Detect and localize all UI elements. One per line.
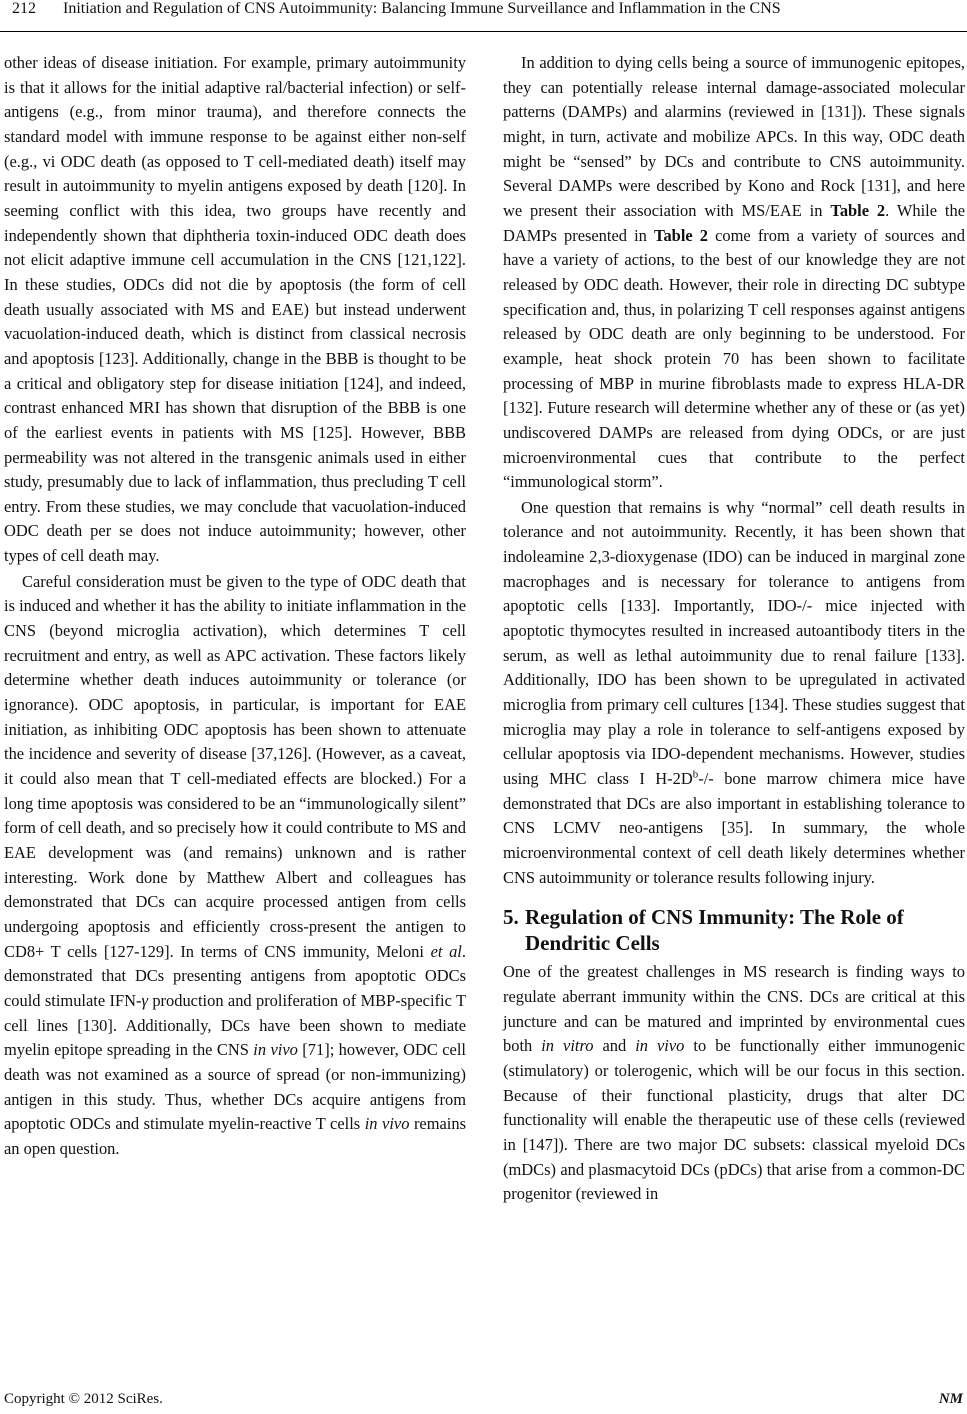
left-column [4,51,466,1162]
paragraph: other ideas of disease initiation. For example, primary autoimmunity is that it allows for the initial adaptive ral/bacterial infection) or self-antigens (e.g., from minor trauma), and therefore connects the standard model with immune response to be against either non-self (e.g., vi ODC death (as opposed to T cell-mediated death) itself may result in autoimmunity to myelin antigens exposed by death [120]. In seeming conflict with this idea, two groups have recently and independently shown that diphtheria toxin-induced ODC death does not elicit adaptive immune cell accumulation in the CNS [121,122]. In these studies, ODCs did not die by apoptosis (the form of cell death usually associated with MS and EAE) but instead underwent vacuolation-induced death, which is distinct from classical necrosis and apoptosis [123]. Additionally, change in the BBB is thought to be a critical and obligatory step for disease initiation [124], and indeed, contrast enhanced MRI has shown that disruption of the BBB is one of the earliest events in patients with MS [125]. However, BBB permeability was not altered in the transgenic animals used in either study, presumably due to lack of inflammation, thus precluding T cell entry. From these studies, we may conclude that vacuolation-induced ODC death per se does not induce autoimmunity; however, other types of cell death may. [4,53,466,566]
paragraph: Careful consideration must be given to the type of ODC death that is induced and whether it has the ability to initiate inflammation in the CNS (beyond microglia activation), which determines T cell recruitment and entry, as well as APC activation. These factors likely determine whether death induces autoimmunity or tolerance (or ignorance). ODC apoptosis, in particular, is important for EAE initiation, as inhibiting ODC apoptosis has been shown to attenuate the incidence and severity of disease [37,126]. (However, as a caveat, it could also mean that T cell-mediated effects are blocked.) For a long time apoptosis was considered to be an “immunologically silent” form of cell death, and so precisely how it could contribute to MS and EAE development was (and remains) unknown and is rather interesting. Work done by Matthew Albert and colleagues has demonstrated that DCs can acquire processed antigen from cells undergoing apoptosis and efficiently cross-present the antigen to CD8+ T cells [127-129]. In terms of CNS immunity, Meloni et al. demonstrated that DCs presenting antigens from apoptotic ODCs could stimulate IFN-γ production and proliferation of MBP-specific T cell lines [130]. Additionally, DCs have been shown to mediate myelin epitope spreading in the CNS in vivo [71]; however, ODC cell death was not examined as a source of spread (or non-immunizing) antigen in this study. Thus, whether DCs acquire antigens from apoptotic ODCs and stimulate myelin-reactive T cells in vivo remains an open question. [4,571,466,1158]
page-header [0,0,967,38]
gamma-symbol: γ [141,990,148,1010]
page-footer [0,1390,967,1414]
page-number: 212 [12,0,36,17]
table-reference: Table 2 [830,200,886,220]
footer-journal: NM [938,1391,963,1407]
running-title: Initiation and Regulation of CNS Autoimmunity: Balancing Immune Surveillance and Inflammation in the CNS [63,0,781,17]
section-heading [503,904,965,956]
table-reference: Table 2 [654,225,709,245]
paragraph: In addition to dying cells being a source of immunogenic epitopes, they can potentially release internal damage-associated molecular patterns (DAMPs) and alarmins (reviewed in [131]). These signals might, in turn, activate and mobilize APCs. In this way, ODC death might be “sensed” by DCs and contribute to CNS autoimmunity. Several DAMPs were described by Kono and Rock [131], and here we present their association with MS/EAE in Table 2. While the DAMPs presented in Table 2 come from a variety of sources and have a variety of actions, to the best of our knowledge they are not released by ODC death. However, their role in directing DC subtype specification and, thus, in polarizing T cell responses against antigens released by ODC death are only beginning to be understood. For example, heat shock protein 70 has been shown to facilitate processing of MBP in murine fibroblasts made to express HLA-DR [132]. Future research will determine whether any of these or (as yet) undiscovered DAMPs are released from dying ODCs, or are just microenvironmental cues that contribute to the perfect “immunological storm”. [503,53,966,492]
section-title: Regulation of CNS Immunity: The Role of Dendritic Cells [525,905,904,956]
header-rule [0,31,967,32]
paragraph: One of the greatest challenges in MS research is finding ways to regulate aberrant immunity within the CNS. DCs are critical at this juncture and can be matured and imprinted by environmental cues both in vitro and in vivo to be functionally either immunogenic (stimulatory) or tolerogenic, which will be our focus in this section. Because of their functional plasticity, drugs that alter DC functionality will enable the therapeutic use of these cells (reviewed in [147]). There are two major DC subsets: classical myeloid DCs (mDCs) and plasmacytoid DCs (pDCs) that arise from a common-DC progenitor (reviewed in [503,962,965,1204]
right-column [503,51,965,1207]
section-number: 5. [503,905,519,930]
paragraph: One question that remains is why “normal” cell death results in tolerance and not autoimmunity. Recently, it has been shown that indoleamine 2,3-dioxygenase (IDO) can be induced in marginal zone macrophages and is necessary for tolerance to antigens from apoptotic cells [133]. Importantly, IDO-/- mice injected with apoptotic thymocytes resulted in increased autoantibody titers in the serum, as well as lethal autoimmunity due to renal failure [133]. Additionally, IDO has been shown to be upregulated in activated microglia from primary cell cultures [134]. These studies suggest that microglia may play a role in tolerance to self-antigens exposed by cellular apoptosis via IDO-dependent mechanisms. However, studies using MHC class I $H-2D^b-/-$ bone marrow chimera mice have demonstrated that DCs are also important in establishing tolerance to CNS LCMV neo-antigens [35]. In summary, the whole microenvironmental context of cell death likely determines whether CNS autoimmunity or tolerance results following injury. [503,497,965,887]
footer-copyright: Copyright © 2012 SciRes. [4,1391,163,1407]
